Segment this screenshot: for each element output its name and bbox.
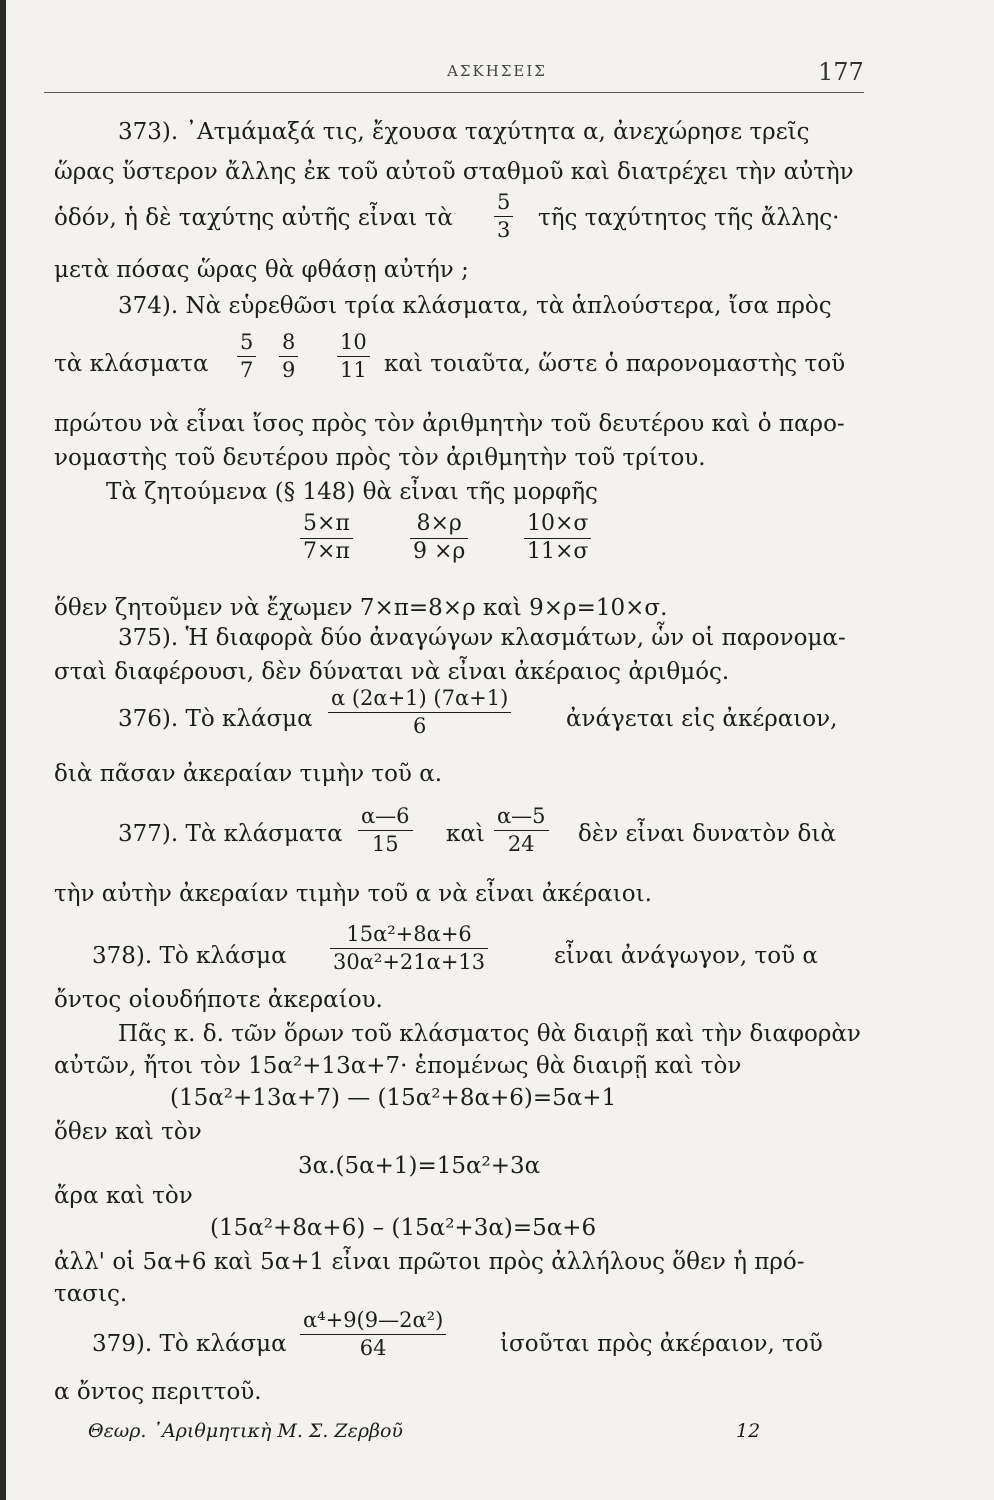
ex378-line7: ἀλλ' οἱ 5α+6 καὶ 5α+1 εἶναι πρῶτοι πρὸς ἀλλήλους ὅθεν ἡ πρό- — [54, 1249, 805, 1275]
ex378-fraction — [330, 922, 488, 974]
ex378-line4: αὐτῶν, ἤτοι τὸν 15α²+13α+7· ἑπομένως θὰ διαιρῇ καὶ τὸν — [54, 1053, 742, 1079]
frac-num: 5×π — [303, 511, 350, 536]
ex378-line6: ἄρα καὶ τὸν — [54, 1183, 193, 1209]
ex374-line2b: καὶ τοιαῦτα, ὥστε ὁ παρονομαστὴς τοῦ — [384, 351, 846, 377]
ex378-line8: τασις. — [54, 1281, 128, 1307]
frac-den: 9 ×ρ — [413, 539, 466, 564]
frac-num: 8 — [282, 330, 296, 354]
fraction-bar — [237, 356, 256, 357]
frac-num: α—6 — [361, 804, 410, 828]
ex373-frac-den: 3 — [497, 218, 511, 242]
ex374-line1: 374). Νὰ εὑρεθῶσι τρία κλάσματα, τὰ ἁπλούστερα, ἴσα πρὸς — [118, 293, 832, 319]
ex377-frac1 — [358, 804, 413, 856]
ex376-line1a: 376). Τὸ κλάσμα — [118, 706, 313, 732]
ex379-fraction — [300, 1308, 446, 1360]
frac-den: 15 — [371, 832, 399, 856]
ex376-fraction — [328, 686, 511, 738]
ex374-form3 — [524, 512, 591, 564]
fraction-bar — [494, 830, 549, 831]
frac-den: 7×π — [303, 539, 350, 564]
ex378-line3: Πᾶς κ. δ. τῶν ὅρων τοῦ κλάσματος θὰ διαιρῇ καὶ τὴν διαφορὰν — [118, 1021, 861, 1047]
frac-den: 11×σ — [527, 539, 589, 564]
ex377-frac2 — [494, 804, 549, 856]
ex378-line1b: εἶναι ἀνάγωγον, τοῦ α — [554, 943, 818, 969]
fraction-bar — [328, 712, 511, 713]
ex373-line2: ὥρας ὕστερον ἄλλης ἐκ τοῦ αὐτοῦ σταθμοῦ καὶ διατρέχει τὴν αὐτὴν — [54, 159, 854, 185]
frac-den: 7 — [240, 358, 254, 382]
ex374-frac2 — [279, 330, 298, 382]
fraction-bar — [494, 216, 513, 217]
ex373-line4: μετὰ πόσας ὥρας θὰ φθάσῃ αὐτήν ; — [54, 257, 469, 283]
ex373-line3a: ὁδόν, ἡ δὲ ταχύτης αὐτῆς εἶναι τὰ — [54, 205, 453, 231]
ex377-line2: τὴν αὐτὴν ἀκεραίαν τιμὴν τοῦ α νὰ εἶναι ἀκέραιοι. — [54, 881, 652, 907]
frac-den: 64 — [359, 1336, 387, 1360]
ex374-form1 — [300, 512, 353, 564]
frac-num: 8×ρ — [416, 511, 462, 536]
running-header: ΑΣΚΗΣΕΙΣ — [447, 62, 547, 80]
page-edge — [0, 0, 6, 1500]
frac-num: α—5 — [497, 804, 546, 828]
frac-num: α⁴+9(9—2α²) — [303, 1308, 444, 1332]
ex378-eq1: (15α²+13α+7) — (15α²+8α+6)=5α+1 — [170, 1085, 617, 1111]
fraction-bar — [330, 948, 488, 949]
ex377-and: καὶ — [446, 821, 485, 847]
ex378-eq2: 3α.(5α+1)=15α²+3α — [298, 1153, 541, 1179]
fraction-bar — [300, 1334, 446, 1335]
ex374-line5: Τὰ ζητούμενα (§ 148) θὰ εἶναι τῆς μορφῆς — [106, 479, 598, 505]
frac-den: 9 — [282, 358, 296, 382]
fraction-bar — [358, 830, 413, 831]
ex373-fraction — [494, 190, 513, 242]
ex374-form2 — [410, 512, 468, 564]
ex374-line2a: τὰ κλάσματα — [54, 351, 209, 377]
frac-num: 10 — [340, 330, 367, 354]
ex378-eq3: (15α²+8α+6) – (15α²+3α)=5α+6 — [210, 1215, 597, 1241]
fraction-bar — [337, 356, 370, 357]
ex378-line2: ὄντος οἱουδήποτε ἀκεραίου. — [54, 987, 383, 1013]
ex375-line2: σταὶ διαφέρουσι, δὲν δύναται νὰ εἶναι ἀκέραιος ἀριθμός. — [54, 659, 730, 685]
frac-num: 15α²+8α+6 — [346, 922, 472, 946]
fraction-bar — [279, 356, 298, 357]
ex373-frac-num: 5 — [497, 190, 511, 214]
frac-den: 6 — [412, 714, 427, 738]
frac-den: 24 — [507, 832, 535, 856]
footer-book-title: Θεωρ. ᾿Αριθμητικὴ Μ. Σ. Ζερβοῦ — [88, 1420, 403, 1442]
ex374-line3: πρώτου νὰ εἶναι ἴσος πρὸς τὸν ἀριθμητὴν τοῦ δευτέρου καὶ ὁ παρο- — [54, 411, 845, 437]
ex374-line4: νομαστὴς τοῦ δευτέρου πρὸς τὸν ἀριθμητὴν τοῦ τρίτου. — [54, 445, 706, 471]
ex376-line2: διὰ πᾶσαν ἀκεραίαν τιμὴν τοῦ α. — [54, 761, 443, 787]
ex378-line5: ὅθεν καὶ τὸν — [54, 1119, 202, 1145]
ex374-frac3 — [337, 330, 370, 382]
frac-den: 30α²+21α+13 — [333, 950, 486, 974]
ex375-line1: 375). Ἡ διαφορὰ δύο ἀναγώγων κλασμάτων, ὧν οἱ παρονομα- — [118, 625, 846, 651]
ex379-line1a: 379). Τὸ κλάσμα — [92, 1331, 287, 1357]
ex374-line6: ὅθεν ζητοῦμεν νὰ ἔχωμεν 7×π=8×ρ καὶ 9×ρ=10×σ. — [54, 595, 668, 621]
ex374-frac1 — [237, 330, 256, 382]
ex378-line1a: 378). Τὸ κλάσμα — [92, 943, 287, 969]
ex377-line1a: 377). Τὰ κλάσματα — [118, 821, 343, 847]
page-number: 177 — [818, 58, 864, 86]
frac-num: 10×σ — [527, 511, 589, 536]
ex376-line1b: ἀνάγεται εἰς ἀκέραιον, — [566, 706, 838, 732]
ex373-line3b: τῆς ταχύτητος τῆς ἄλλης· — [538, 205, 840, 231]
footer-signature-number: 12 — [736, 1420, 761, 1442]
ex373-line1: 373). ᾿Ατμάμαξά τις, ἔχουσα ταχύτητα α, ἀνεχώρησε τρεῖς — [118, 119, 810, 145]
ex377-line1b: δὲν εἶναι δυνατὸν διὰ — [578, 821, 836, 847]
frac-num: 5 — [240, 330, 254, 354]
frac-num: α (2α+1) (7α+1) — [331, 686, 509, 710]
frac-den: 11 — [340, 358, 367, 382]
ex379-line2: α ὄντος περιττοῦ. — [54, 1379, 262, 1405]
ex379-line1b: ἰσοῦται πρὸς ἀκέραιον, τοῦ — [500, 1331, 823, 1357]
header-rule — [44, 92, 864, 93]
